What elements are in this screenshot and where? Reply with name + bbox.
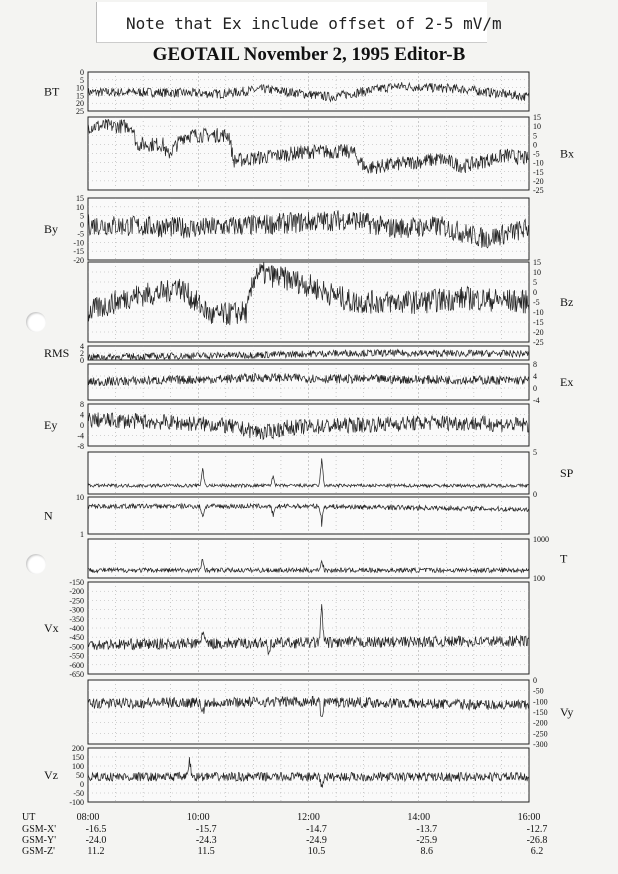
tick-label-t: 1000	[533, 535, 549, 544]
tick-label-vx: -150	[69, 578, 84, 587]
tick-label-vx: -600	[69, 660, 84, 670]
row-label: GSM-Y'	[22, 835, 57, 846]
tick-label-bx: -5	[533, 149, 540, 159]
tick-label-ey: 0	[80, 421, 84, 430]
panel-label-t: T	[560, 551, 568, 566]
tick-label-ey: -4	[77, 431, 84, 441]
panel-t	[88, 535, 568, 583]
panel-label-by: By	[44, 222, 59, 236]
tick-label-bx: -20	[533, 176, 544, 186]
panel-n	[44, 493, 529, 539]
ephemeris-value: -13.7	[416, 824, 438, 835]
tick-label-ey: -8	[77, 442, 84, 451]
chart-title: GEOTAIL November 2, 1995 Editor-B	[152, 44, 466, 65]
x-tick-label: 10:00	[186, 812, 210, 823]
tick-label-bz: -10	[533, 308, 544, 317]
tick-label-by: -20	[73, 256, 84, 265]
x-axis-rows	[22, 812, 547, 857]
tick-label-vy: -250	[533, 729, 548, 739]
tick-label-vy: -100	[533, 697, 548, 707]
tick-label-vy: -150	[533, 708, 548, 717]
tick-label-vz: 0	[80, 780, 84, 789]
panel-label-bx: Bx	[560, 146, 575, 161]
tick-label-bx: 5	[533, 131, 537, 141]
tick-label-vx: -350	[69, 614, 84, 624]
ephemeris-value: 11.5	[197, 846, 215, 857]
tick-label-bz: 5	[533, 278, 537, 287]
tick-label-bx: -15	[533, 167, 544, 177]
tick-label-ey: 8	[80, 400, 84, 409]
tick-label-n: 10	[76, 493, 84, 502]
panel-label-bt: BT	[44, 84, 60, 99]
panel-label-vz: Vz	[44, 768, 58, 782]
ephemeris-value: -24.0	[85, 835, 107, 846]
tick-label-vx: -250	[69, 596, 84, 606]
panel-label-sp: SP	[560, 466, 574, 480]
panel-rms	[44, 342, 529, 365]
tick-label-vz: -100	[69, 798, 84, 807]
panel-label-vy: Vy	[560, 705, 574, 719]
tick-label-ex: -4	[533, 396, 540, 405]
tick-label-bt: 25	[76, 107, 84, 116]
ephemeris-value: -26.8	[526, 835, 548, 846]
row-label: GSM-X'	[22, 824, 57, 835]
row-label: UT	[22, 812, 36, 823]
panel-bz	[88, 258, 573, 347]
panel-ex	[88, 360, 573, 405]
tick-label-bz: 15	[533, 258, 541, 267]
ephemeris-value: -16.5	[85, 824, 107, 835]
tick-label-sp: 5	[533, 448, 537, 457]
ephemeris-value: -12.7	[526, 824, 548, 835]
ephemeris-value: 11.2	[87, 846, 105, 857]
tick-label-bt: 10	[76, 83, 84, 93]
row-label: GSM-Z'	[22, 846, 55, 857]
tick-label-bt: 15	[76, 91, 84, 101]
panel-label-rms: RMS	[44, 346, 70, 360]
x-tick-label: 16:00	[517, 812, 541, 823]
tick-label-bz: -20	[533, 328, 544, 337]
annotation-note: Note that Ex include offset of 2-5 mV/m	[126, 14, 502, 33]
tick-label-vz: -50	[73, 789, 84, 798]
tick-label-bx: -10	[533, 158, 544, 168]
x-tick-label: 08:00	[76, 812, 100, 823]
tick-label-bz: 0	[533, 288, 537, 297]
tick-label-bz: -15	[533, 318, 544, 327]
tick-label-vy: -200	[533, 718, 548, 728]
tick-label-bz: -5	[533, 298, 540, 307]
tick-label-bz: 10	[533, 268, 541, 277]
tick-label-ey: 4	[80, 410, 84, 420]
tick-label-bt: 0	[80, 68, 84, 77]
ephemeris-value: 6.2	[530, 846, 544, 857]
ephemeris-value: -14.7	[306, 824, 327, 835]
panel-vy	[88, 676, 573, 749]
tick-label-bx: -25	[533, 186, 544, 195]
panel-label-ey: Ey	[44, 418, 58, 432]
tick-label-bx: 15	[533, 113, 541, 122]
tick-label-by: 5	[80, 211, 84, 221]
ephemeris-value: -25.9	[416, 835, 438, 846]
tick-label-vx: -400	[69, 624, 84, 633]
tick-label-ex: 4	[533, 372, 537, 381]
tick-label-t: 100	[533, 574, 545, 583]
tick-label-by: -15	[73, 247, 84, 257]
panel-bt	[44, 68, 529, 116]
tick-label-vx: -500	[69, 642, 84, 652]
tick-label-ex: 8	[533, 360, 537, 369]
tick-label-rms: 2	[80, 349, 84, 358]
tick-label-rms: 0	[80, 356, 84, 365]
panel-vz	[44, 744, 529, 807]
panel-label-n: N	[44, 508, 53, 523]
tick-label-vx: -450	[69, 633, 84, 643]
tick-label-by: 0	[80, 220, 84, 230]
tick-label-by: 15	[76, 194, 84, 203]
ephemeris-value: -24.3	[195, 835, 217, 846]
tick-label-bx: 10	[533, 122, 541, 132]
tick-label-bz: -25	[533, 338, 544, 347]
tick-label-vy: -300	[533, 740, 548, 749]
panel-label-vx: Vx	[44, 621, 59, 635]
tick-label-vx: -550	[69, 651, 84, 661]
tick-label-bt: 5	[80, 75, 84, 85]
ephemeris-value: 8.6	[420, 846, 433, 857]
x-tick-label: 12:00	[297, 812, 320, 823]
tick-label-vx: -650	[69, 670, 84, 679]
tick-label-bt: 20	[76, 99, 84, 109]
tick-label-vx: -200	[69, 587, 84, 597]
panel-sp	[88, 448, 574, 499]
tick-label-n: 1	[80, 530, 84, 539]
tick-label-bx: 0	[533, 140, 537, 150]
x-tick-label: 14:00	[407, 812, 431, 823]
tick-label-by: -5	[77, 229, 84, 239]
tick-label-vz: 100	[72, 762, 84, 771]
panel-label-ex: Ex	[560, 375, 574, 389]
tick-label-rms: 4	[80, 342, 84, 351]
tick-label-vy: 0	[533, 676, 537, 685]
ephemeris-value: -15.7	[195, 824, 217, 835]
tick-label-vz: 150	[72, 753, 84, 762]
ephemeris-value: 10.5	[307, 846, 326, 857]
panel-bx	[88, 113, 574, 195]
tick-label-by: -10	[73, 238, 84, 248]
tick-label-vy: -50	[533, 686, 544, 696]
panel-ey	[44, 400, 529, 451]
ephemeris-value: -24.9	[306, 835, 327, 846]
tick-label-vz: 50	[76, 771, 84, 780]
tick-label-vz: 200	[72, 744, 84, 753]
tick-label-vx: -300	[69, 605, 84, 615]
panel-label-bz: Bz	[560, 295, 574, 309]
tick-label-sp: 0	[533, 490, 537, 499]
tick-label-ex: 0	[533, 384, 537, 393]
panel-by	[44, 194, 529, 265]
panel-vx	[44, 578, 529, 679]
tick-label-by: 10	[76, 202, 84, 212]
